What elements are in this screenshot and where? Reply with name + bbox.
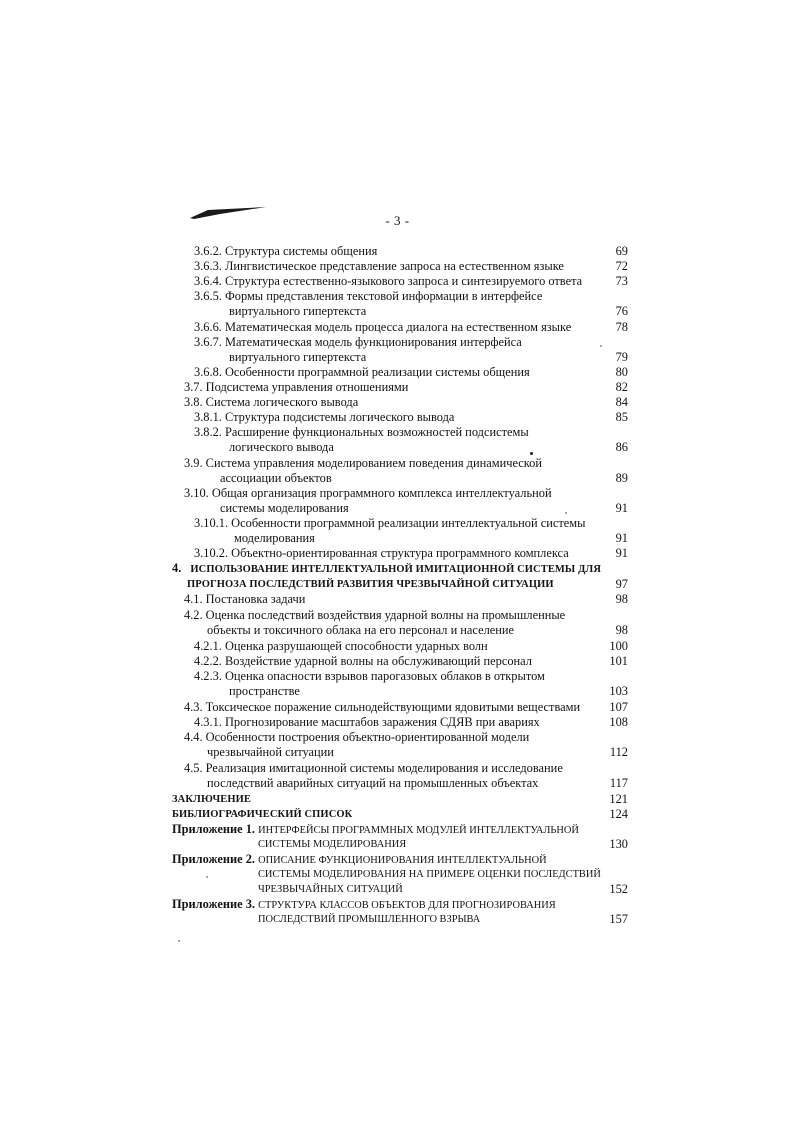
page-ref: 84 <box>615 395 628 409</box>
toc-appendix-2-cont-1: СИСТЕМЫ МОДЕЛИРОВАНИЯ НА ПРИМЕРЕ ОЦЕНКИ ПОСЛЕДСТВИЙ <box>258 869 601 880</box>
toc-entry-3-10-cont: системы моделирования <box>220 501 349 515</box>
page-ref: 76 <box>615 304 628 318</box>
toc-entry-3-6-5-cont: виртуального гипертекста <box>229 304 367 318</box>
toc-entry-3-10-2: 3.10.2. Объектно-ориентированная структура программного комплекса <box>194 546 569 560</box>
toc-appendix-1 <box>172 822 579 838</box>
page-ref: 107 <box>609 700 628 714</box>
toc-chapter-4 <box>172 561 601 577</box>
toc-entry-4-3-1: 4.3.1. Прогнозирование масштабов заражения СДЯВ при авариях <box>194 715 540 729</box>
page-ref: 80 <box>615 365 628 379</box>
toc-entry-4-2-cont: объекты и токсичного облака на его персонал и население <box>207 623 515 637</box>
toc-entry-3-7: 3.7. Подсистема управления отношениями <box>184 380 409 394</box>
page-number: - 3 - <box>385 213 410 228</box>
toc-entry-3-8: 3.8. Система логического вывода <box>184 395 359 409</box>
appendix-1-prefix: Приложение 1. <box>172 822 255 836</box>
page-ref: 100 <box>609 639 628 653</box>
toc-entry-4-2-1: 4.2.1. Оценка разрушающей способности ударных волн <box>194 639 488 653</box>
toc-entry-3-9-cont: ассоциации объектов <box>220 471 332 485</box>
toc-entry-3-10-1-cont: моделирования <box>234 531 315 545</box>
page-ref: 121 <box>609 792 628 806</box>
toc-entry-4-2: 4.2. Оценка последствий воздействия ударной волны на промышленные <box>184 608 566 622</box>
toc-entry-4-2-3: 4.2.3. Оценка опасности взрывов парогазовых облаков в открытом <box>194 669 545 683</box>
scan-speck <box>600 345 602 347</box>
page-ref: 78 <box>615 320 628 334</box>
toc-entry-3-6-4: 3.6.4. Структура естественно-языкового запроса и синтезируемого ответа <box>194 274 583 288</box>
page-ref: 91 <box>615 531 628 545</box>
page-ref: 85 <box>615 410 628 424</box>
toc-entry-3-8-2-cont: логического вывода <box>229 440 334 454</box>
appendix-2-prefix: Приложение 2. <box>172 852 255 866</box>
page-ref: 152 <box>609 882 628 896</box>
toc-bibliography: БИБЛИОГРАФИЧЕСКИЙ СПИСОК <box>172 809 353 820</box>
page-ref: 98 <box>615 623 628 637</box>
appendix-2-title: ОПИСАНИЕ ФУНКЦИОНИРОВАНИЯ ИНТЕЛЛЕКТУАЛЬНОЙ <box>258 855 547 866</box>
toc-chapter-4-cont: ПРОГНОЗА ПОСЛЕДСТВИЙ РАЗВИТИЯ ЧРЕЗВЫЧАЙНОЙ СИТУАЦИИ <box>187 579 554 590</box>
toc-entry-3-8-2: 3.8.2. Расширение функциональных возможностей подсистемы <box>194 425 529 439</box>
toc-entry-3-6-7: 3.6.7. Математическая модель функционирования интерфейса <box>194 335 522 349</box>
scan-speck <box>565 512 567 514</box>
page-ref: 91 <box>615 546 628 560</box>
page-ref: 69 <box>615 244 628 258</box>
scan-speck <box>530 452 533 455</box>
page-ref: 89 <box>615 471 628 485</box>
toc-appendix-2 <box>172 852 547 868</box>
page-ref: 157 <box>609 912 628 926</box>
toc-entry-4-2-2: 4.2.2. Воздействие ударной волны на обслуживающий персонал <box>194 654 532 668</box>
page-ref: 130 <box>609 837 628 851</box>
toc-entry-3-10-1: 3.10.1. Особенности программной реализации интеллектуальной системы <box>194 516 586 530</box>
page-ref: 82 <box>615 380 628 394</box>
toc-entry-3-6-3: 3.6.3. Лингвистическое представление запроса на естественном языке <box>194 259 564 273</box>
page-ref: 97 <box>615 577 628 591</box>
scan-speck <box>206 876 208 878</box>
page-ref: 73 <box>615 274 628 288</box>
toc-entry-4-1: 4.1. Постановка задачи <box>184 592 306 606</box>
toc-appendix-2-cont-2: ЧРЕЗВЫЧАЙНЫХ СИТУАЦИЙ <box>258 884 403 895</box>
toc-entry-4-2-3-cont: пространстве <box>229 684 300 698</box>
chapter-title: ИСПОЛЬЗОВАНИЕ ИНТЕЛЛЕКТУАЛЬНОЙ ИМИТАЦИОННОЙ СИСТЕМЫ ДЛЯ <box>190 564 601 575</box>
toc-entry-4-5: 4.5. Реализация имитационной системы моделирования и исследование <box>184 761 563 775</box>
page-ref: 117 <box>609 776 628 790</box>
toc-appendix-3-cont: ПОСЛЕДСТВИЙ ПРОМЫШЛЕННОГО ВЗРЫВА <box>258 914 481 925</box>
toc-entry-3-6-6: 3.6.6. Математическая модель процесса диалога на естественном языке <box>194 320 572 334</box>
toc-appendix-1-cont: СИСТЕМЫ МОДЕЛИРОВАНИЯ <box>258 839 407 850</box>
toc-entry-3-8-1: 3.8.1. Структура подсистемы логического вывода <box>194 410 455 424</box>
scan-speck <box>178 940 180 942</box>
page-ref: 91 <box>615 501 628 515</box>
page-ref: 98 <box>615 592 628 606</box>
toc-entry-3-9: 3.9. Система управления моделированием поведения динамической <box>184 456 542 470</box>
toc-entry-3-6-7-cont: виртуального гипертекста <box>229 350 367 364</box>
page-ref: 108 <box>609 715 628 729</box>
chapter-number: 4. <box>172 561 182 575</box>
page-ref: 112 <box>609 745 628 759</box>
page-ref: 79 <box>615 350 628 364</box>
toc-conclusion: ЗАКЛЮЧЕНИЕ <box>172 794 252 805</box>
toc-entry-3-6-2: 3.6.2. Структура системы общения <box>194 244 378 258</box>
page-ref: 101 <box>609 654 628 668</box>
page-ref: 86 <box>615 440 628 454</box>
toc-entry-4-4: 4.4. Особенности построения объектно-ориентированной модели <box>184 730 530 744</box>
toc-entry-4-4-cont: чрезвычайной ситуации <box>207 745 334 759</box>
page-ref: 72 <box>615 259 628 273</box>
appendix-3-title: СТРУКТУРА КЛАССОВ ОБЪЕКТОВ ДЛЯ ПРОГНОЗИРОВАНИЯ <box>258 900 556 911</box>
toc-entry-3-6-5: 3.6.5. Формы представления текстовой информации в интерфейсе <box>194 289 543 303</box>
toc-entry-3-6-8: 3.6.8. Особенности программной реализации системы общения <box>194 365 530 379</box>
page-ref: 124 <box>609 807 628 821</box>
toc-entry-4-5-cont: последствий аварийных ситуаций на промышленных объектах <box>207 776 539 790</box>
appendix-3-prefix: Приложение 3. <box>172 897 255 911</box>
toc-appendix-3 <box>172 897 556 913</box>
appendix-1-title: ИНТЕРФЕЙСЫ ПРОГРАММНЫХ МОДУЛЕЙ ИНТЕЛЛЕКТУАЛЬНОЙ <box>258 825 579 836</box>
page-ref: 103 <box>609 684 628 698</box>
toc-entry-3-10: 3.10. Общая организация программного комплекса интеллектуальной <box>184 486 552 500</box>
toc-entry-4-3: 4.3. Токсическое поражение сильнодействующими ядовитыми веществами <box>184 700 581 714</box>
